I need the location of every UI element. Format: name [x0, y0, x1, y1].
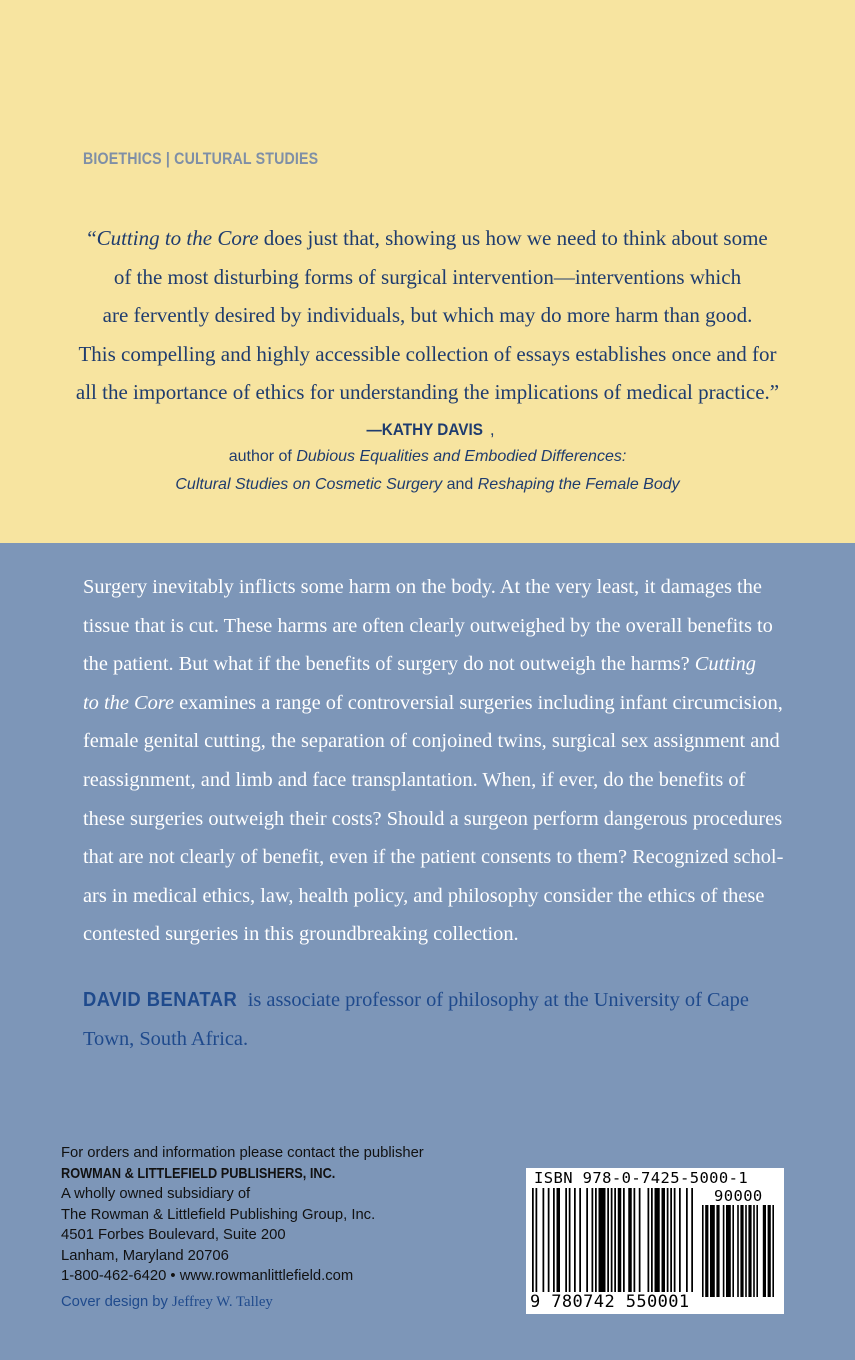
attribution-credentials-line — [0, 471, 855, 499]
description-line — [83, 645, 775, 684]
barcode-bar — [607, 1188, 609, 1300]
barcode-bar — [595, 1188, 597, 1300]
barcode-bar — [565, 1188, 567, 1300]
barcode-bar — [543, 1188, 545, 1300]
barcode-bar — [586, 1188, 588, 1300]
quote-book-title: Cutting to the Core — [96, 226, 259, 250]
endorsement-quote — [70, 219, 785, 412]
publisher-intro: For orders and information please contact the publisher — [61, 1145, 424, 1161]
barcode-bar — [772, 1205, 774, 1297]
barcode-bar — [679, 1188, 681, 1300]
barcode-bar — [569, 1188, 571, 1300]
quote-line: all the importance of ethics for understanding the implications of medical practice.” — [75, 380, 780, 404]
barcode-bar — [579, 1188, 581, 1300]
publisher-contact: 1-800-462-6420 • www.rowmanlittlefield.com — [61, 1268, 354, 1284]
quote-line: This compelling and highly accessible collection of essays establishes once and for — [78, 341, 777, 366]
quote-line: are fervently desired by individuals, but which may do more harm than good. — [102, 303, 753, 327]
book-title: Cultural Studies on Cosmetic Surgery — [175, 476, 443, 493]
barcode-bar — [623, 1188, 625, 1300]
attribution-credentials-line — [0, 443, 855, 471]
barcode-bar — [634, 1188, 636, 1300]
publisher-name-line — [61, 1164, 424, 1185]
author-of-text: author of — [228, 448, 297, 465]
description-text: the patient. But what if the benefits of surgery do not outweigh the harms? — [83, 653, 695, 676]
publisher-city: Lanham, Maryland 20706 — [61, 1247, 229, 1264]
description-line: contested surgeries in this groundbreaking collection. — [83, 923, 519, 946]
bio-line — [83, 981, 775, 1020]
barcode-bar — [574, 1188, 576, 1300]
price-code: 90000 — [714, 1187, 763, 1205]
description-line — [83, 684, 783, 723]
author-bio — [83, 981, 775, 1058]
description-line: tissue that is cut. These harms are often clearly outweighed by the overall benefits to — [83, 614, 773, 637]
barcode-bar — [599, 1188, 606, 1300]
barcode-bar — [691, 1188, 693, 1300]
barcode-bar — [674, 1188, 676, 1300]
quote-text: does just that, showing us how we need to think about some — [258, 226, 768, 250]
barcode-bar — [611, 1188, 613, 1300]
quote-open-mark: “ — [87, 226, 97, 250]
description-line: these surgeries outweigh their costs? Should a surgeon perform dangerous procedures — [83, 807, 783, 830]
barcode-bar — [614, 1188, 616, 1300]
attribution-name-line — [0, 417, 855, 443]
barcode-bar — [532, 1188, 534, 1300]
barcode-bar — [592, 1188, 594, 1300]
book-title: to the Core — [83, 691, 174, 714]
barcode-bar — [723, 1205, 725, 1297]
quote-line: of the most disturbing forms of surgical intervention—interventions which — [113, 264, 742, 289]
addon-barcode-bars — [702, 1205, 778, 1297]
barcode-bar — [710, 1205, 715, 1297]
barcode-bar — [740, 1205, 743, 1297]
barcode-bar — [745, 1205, 747, 1297]
author-name: DAVID BENATAR — [83, 989, 238, 1011]
barcode-bar — [753, 1205, 755, 1297]
publisher-info — [61, 1143, 424, 1287]
barcode-bar — [655, 1188, 660, 1300]
endorser-name: —KATHY DAVIS — [366, 420, 484, 439]
barcode-bar — [732, 1205, 734, 1297]
description-line: Surgery inevitably inflicts some harm on the body. At the very least, it damages the — [83, 576, 762, 598]
publisher-line: The Rowman & Littlefield Publishing Group, Inc. — [61, 1206, 376, 1223]
cover-design-credit — [61, 1294, 273, 1311]
designer-name: Jeffrey W. Talley — [172, 1294, 273, 1310]
barcode-bar — [763, 1205, 766, 1297]
quote-attribution — [0, 417, 855, 499]
and-text: and — [442, 476, 478, 493]
isbn-barcode — [526, 1168, 784, 1314]
barcode-bar — [670, 1188, 672, 1300]
description-line: ars in medical ethics, law, health policy, and philosophy consider the ethics of these — [83, 884, 765, 907]
publisher-line: A wholly owned subsidiary of — [61, 1186, 251, 1202]
barcode-bar — [705, 1205, 708, 1297]
barcode-bar — [756, 1205, 758, 1297]
bio-line: Town, South Africa. — [83, 1027, 249, 1050]
barcode-bar — [628, 1188, 632, 1300]
quote-line — [70, 219, 785, 258]
description-line: female genital cutting, the separation of conjoined twins, surgical sex assignment and — [83, 730, 780, 753]
barcode-bar — [716, 1205, 719, 1297]
attribution-comma: , — [489, 420, 495, 439]
bio-text: is associate professor of philosophy at the University of Cape — [242, 989, 749, 1011]
barcode-bar — [768, 1205, 771, 1297]
barcode-bar — [536, 1188, 538, 1300]
description-line: reassignment, and limb and face transplantation. When, if ever, do the benefits of — [83, 768, 746, 791]
barcode-bar — [651, 1188, 653, 1300]
book-description — [83, 568, 784, 954]
barcode-bar — [557, 1188, 561, 1300]
barcode-bar — [662, 1188, 666, 1300]
publisher-address: 4501 Forbes Boulevard, Suite 200 — [61, 1227, 286, 1243]
book-title: Cutting — [694, 653, 756, 676]
book-title: Reshaping the Female Body — [477, 476, 680, 493]
category-label: BIOETHICS | CULTURAL STUDIES — [83, 150, 319, 168]
barcode-bar — [639, 1188, 641, 1300]
barcode-bar — [553, 1188, 555, 1300]
barcode-bar — [726, 1205, 731, 1297]
description-line: that are not clearly of benefit, even if the patient consents to them? Recognized schol- — [83, 846, 784, 869]
description-text: examines a range of controversial surgeries including infant circumcision, — [174, 691, 783, 714]
publisher-name: ROWMAN & LITTLEFIELD PUBLISHERS, INC. — [61, 1165, 336, 1182]
barcode-bar — [548, 1188, 550, 1300]
barcode-bar — [648, 1188, 650, 1300]
barcode-bar — [702, 1205, 704, 1297]
barcode-bars — [532, 1188, 696, 1300]
ean-number: 9 780742 550001 — [530, 1292, 696, 1312]
isbn-text: ISBN 978-0-7425-5000-1 — [534, 1169, 749, 1187]
barcode-bar — [667, 1188, 669, 1300]
barcode-bar — [748, 1205, 751, 1297]
barcode-bar — [618, 1188, 622, 1300]
credit-label: Cover design by — [61, 1294, 173, 1310]
barcode-bar — [737, 1205, 739, 1297]
book-title: Dubious Equalities and Embodied Differences: — [296, 448, 627, 465]
barcode-bar — [686, 1188, 688, 1300]
